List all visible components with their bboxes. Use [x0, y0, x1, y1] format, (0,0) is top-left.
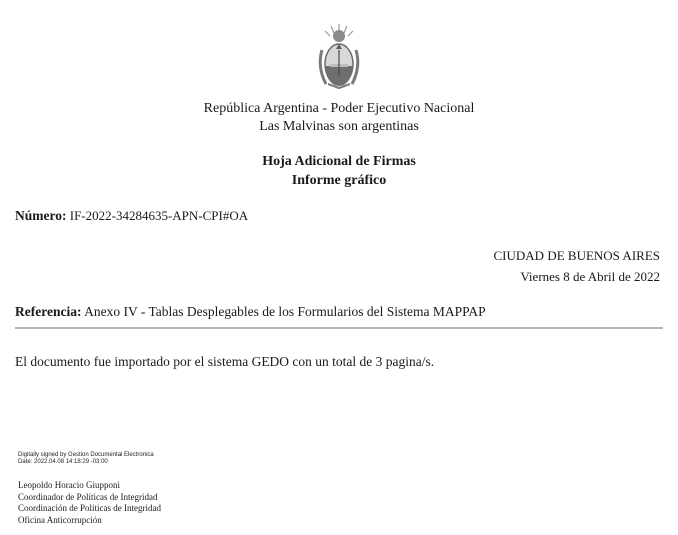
reference — [15, 304, 486, 320]
digital-signature-meta — [18, 452, 154, 466]
header-malvinas: Las Malvinas son argentinas — [259, 119, 419, 134]
location: CIUDAD DE BUENOS AIRES — [493, 248, 660, 263]
signer-block — [18, 480, 161, 526]
document-title: Hoja Adicional de Firmas — [262, 154, 416, 169]
document-number — [15, 208, 248, 224]
digital-signature-by: Digitally signed by Gestion Documental Electronica — [18, 452, 154, 458]
document-number-value: IF-2022-34284635-APN-CPI#OA — [69, 208, 249, 223]
document-date: Viernes 8 de Abril de 2022 — [520, 269, 660, 284]
signer-name: Leopoldo Horacio Giupponi — [18, 480, 120, 490]
signer-role: Coordinador de Políticas de Integridad — [18, 491, 158, 502]
digital-signature-date: Date: 2022.04.08 14:18:29 -03:00 — [18, 459, 108, 465]
signer-department: Coordinación de Políticas de Integridad — [18, 503, 161, 513]
body-text: El documento fue importado por el sistema GEDO con un total de 3 pagina/s. — [15, 354, 435, 369]
reference-value: Anexo IV - Tablas Desplegables de los Formularios del Sistema MAPPAP — [84, 304, 486, 319]
divider — [15, 327, 663, 329]
header-republica: República Argentina - Poder Ejecutivo Nacional — [203, 101, 475, 116]
document-number-label: Número: — [15, 208, 67, 223]
signer-office: Oficina Anticorrupción — [18, 514, 102, 525]
document-subtitle: Informe gráfico — [291, 173, 387, 188]
reference-label: Referencia: — [15, 304, 82, 319]
argentina-coat-of-arms-icon — [314, 22, 364, 92]
